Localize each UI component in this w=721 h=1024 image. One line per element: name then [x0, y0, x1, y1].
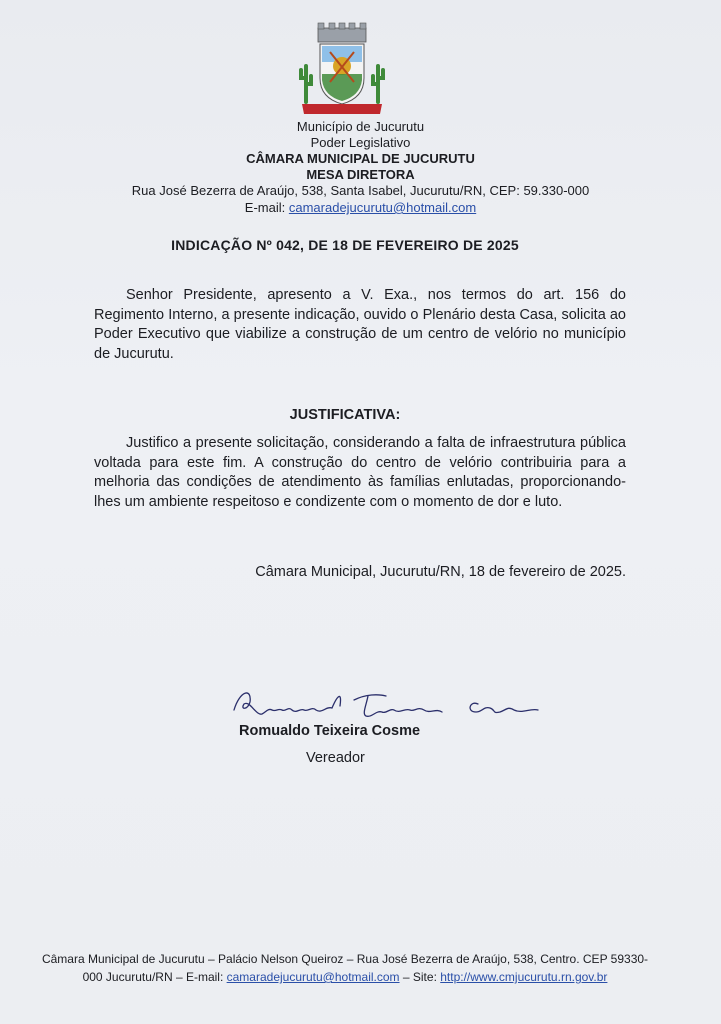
footer-site-label: – Site: [399, 970, 441, 984]
date-line: Câmara Municipal, Jucurutu/RN, 18 de fevereiro de 2025. [255, 564, 626, 580]
footer [40, 950, 650, 986]
body-text: Senhor Presidente, apresento a V. Exa., nos termos do art. 156 do Regimento Interno, a presente indicação, ouvido o Plenário desta Casa, solicita ao Poder Executivo que viabilize a construção de um centro de velório no município de Jucurutu. [94, 287, 626, 362]
footer-line-2 [40, 968, 650, 986]
municipality-line: Município de Jucurutu [296, 119, 425, 134]
signer-name: Romualdo Teixeira Cosme [239, 723, 421, 739]
chamber-name: CÂMARA MUNICIPAL DE JUCURUTU [246, 151, 475, 166]
body-paragraph [94, 286, 626, 364]
justification-paragraph [94, 434, 626, 512]
power-line: Poder Legislativo [310, 135, 411, 150]
header-email-link[interactable]: camaradejucurutu@hotmail.com [288, 200, 477, 215]
footer-site-link[interactable]: http://www.cmjucurutu.rn.gov.br [440, 970, 608, 984]
address-line: Rua José Bezerra de Araújo, 538, Santa Isabel, Jucurutu/RN, CEP: 59.330-000 [131, 183, 590, 198]
document-title: INDICAÇÃO Nº 042, DE 18 DE FEVEREIRO DE 2025 [171, 237, 519, 253]
footer-line-1: Câmara Municipal de Jucurutu – Palácio Nelson Queiroz – Rua José Bezerra de Araújo, 538, Centro. CEP 59330- [41, 952, 649, 966]
justification-heading: JUSTIFICATIVA: [289, 407, 401, 423]
email-label: E-mail: [244, 200, 289, 215]
justification-text: Justifico a presente solicitação, considerando a falta de infraestrutura pública voltada para este fim. A construção do centro de velório contribuiria para a melhoria das condições de atendimento às famílias enlutadas, proporcionando-lhes um ambiente respeitoso e condizente com o momento de dor e luto. [94, 435, 626, 510]
footer-prefix: 000 Jucurutu/RN – E-mail: [82, 970, 227, 984]
email-line [0, 200, 721, 216]
coat-of-arms-logo [296, 22, 388, 118]
footer-email-link[interactable]: camaradejucurutu@hotmail.com [226, 970, 400, 984]
board-name: MESA DIRETORA [306, 167, 415, 182]
signer-role: Vereador [306, 750, 365, 766]
